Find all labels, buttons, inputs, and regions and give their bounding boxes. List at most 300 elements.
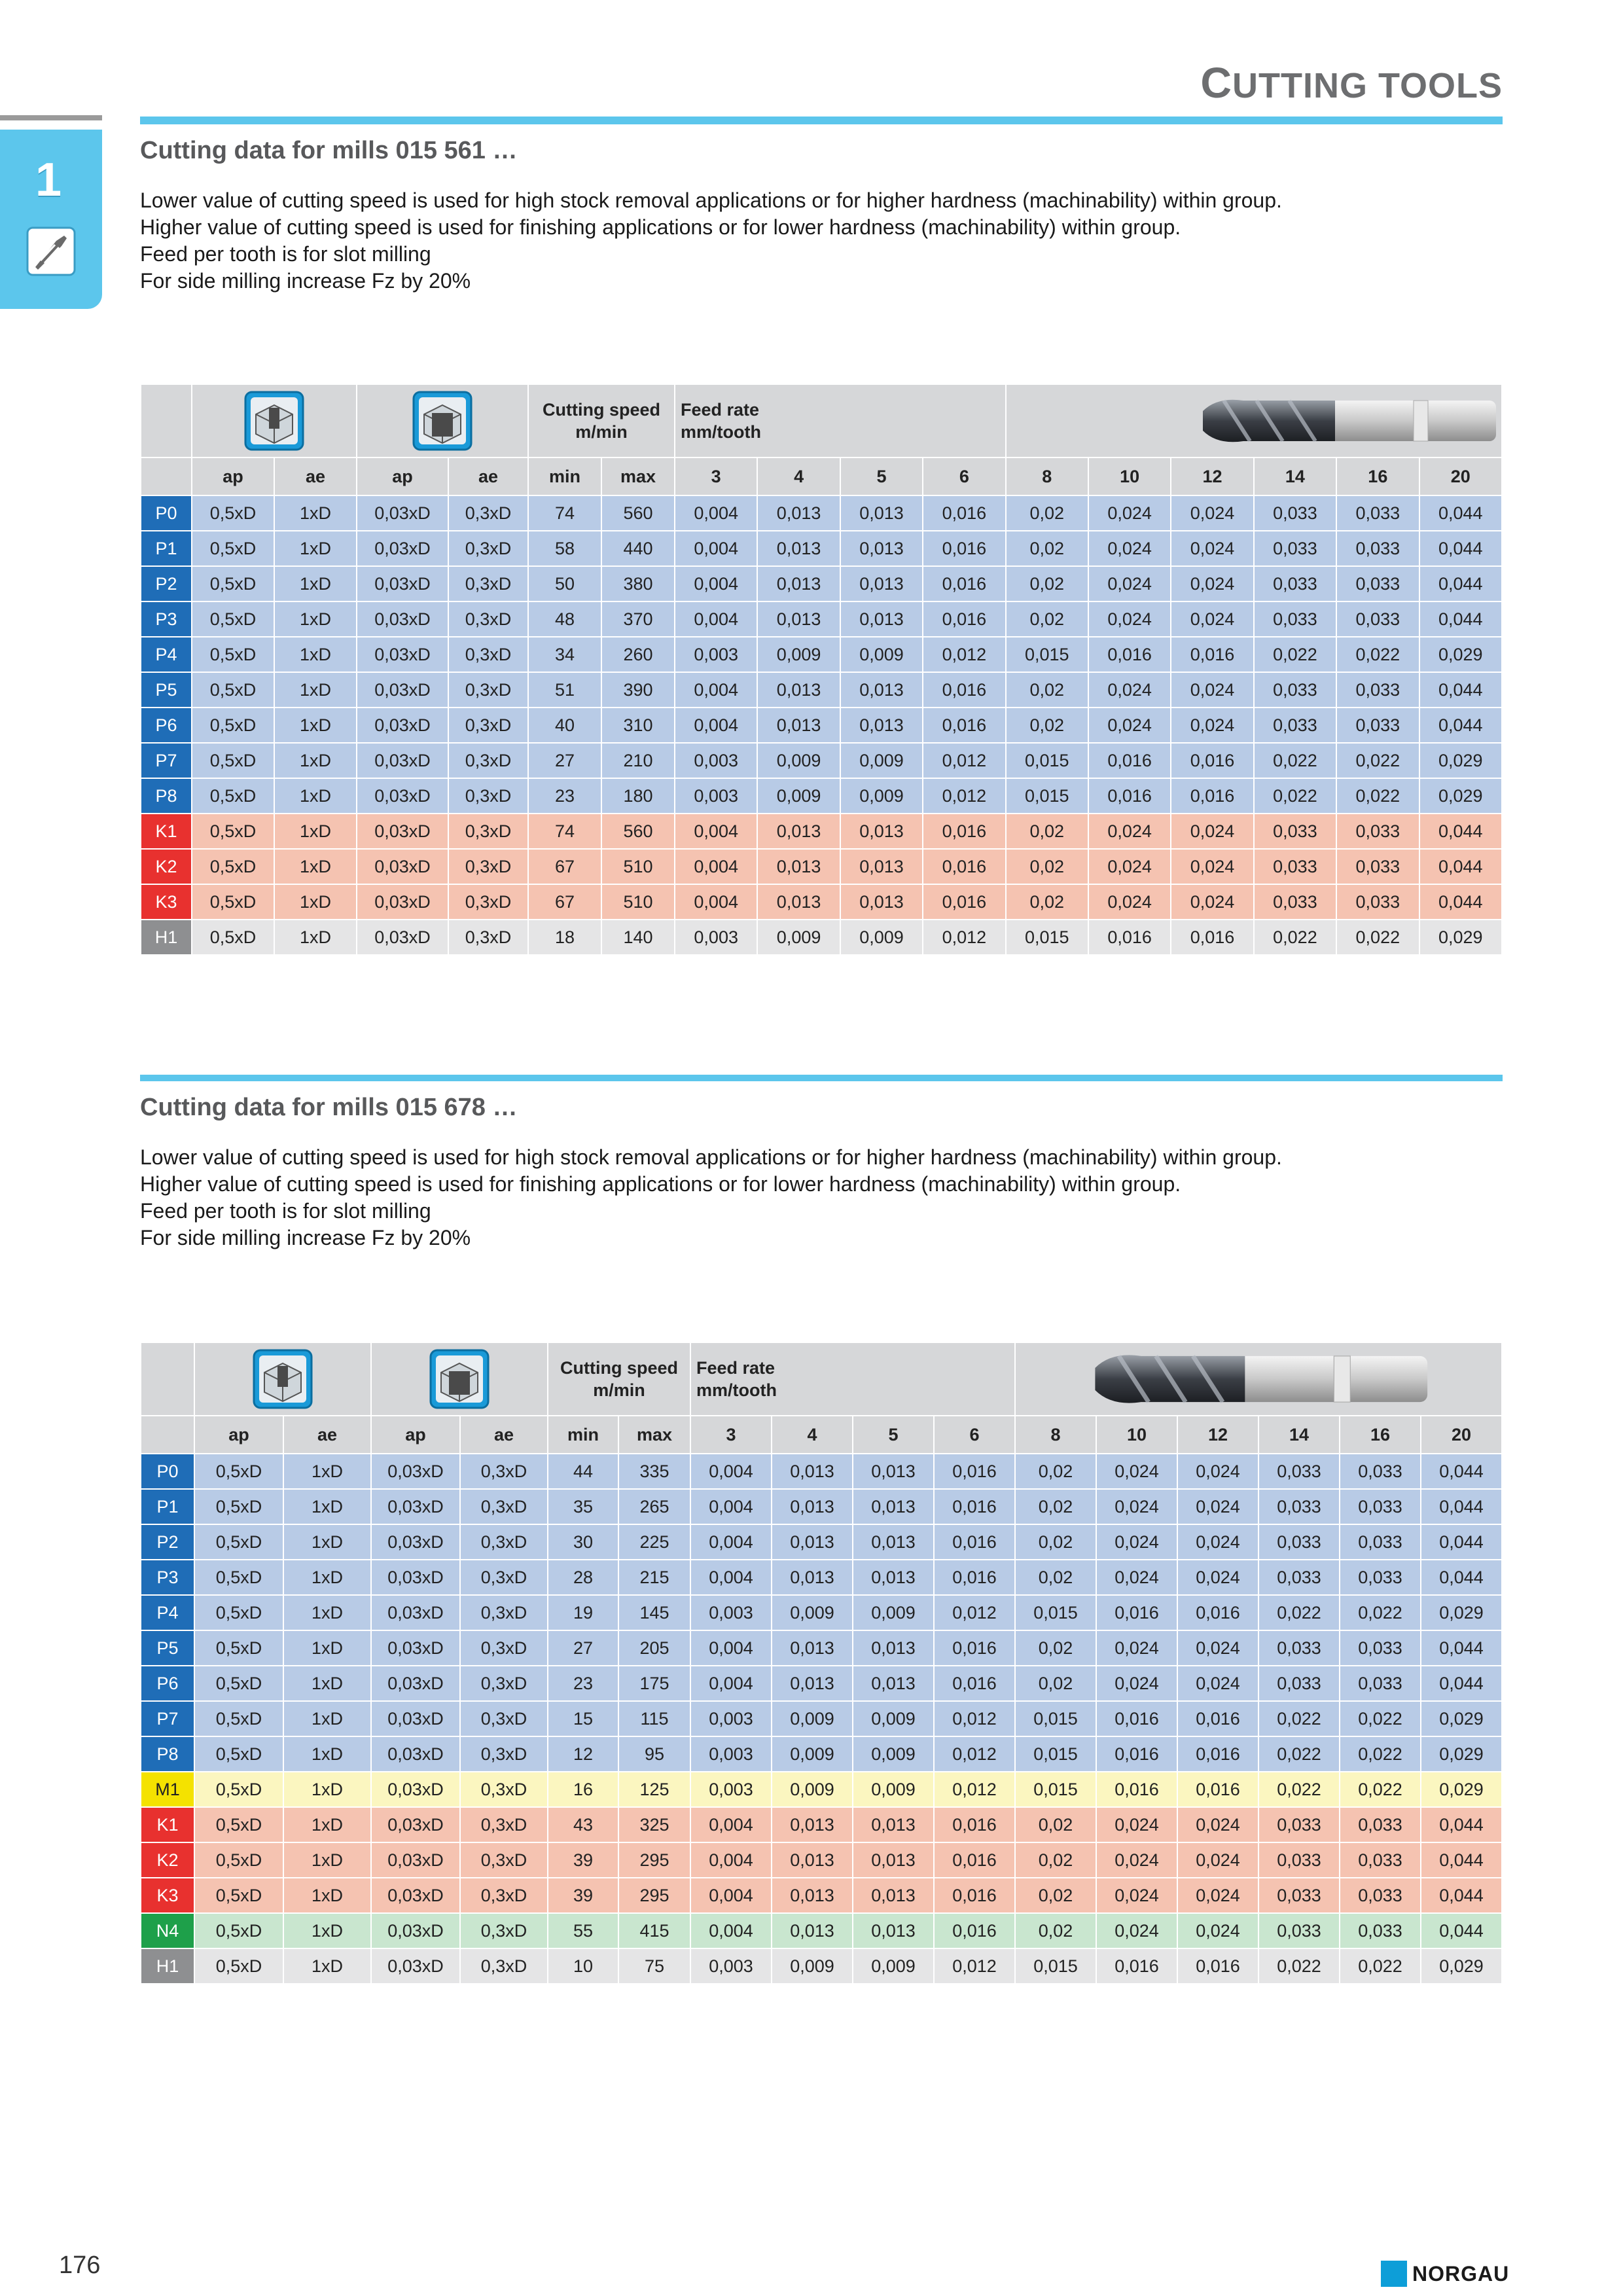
feed-cell <box>1258 1701 1340 1736</box>
feed-cell <box>690 1878 772 1913</box>
table-cell <box>283 1736 371 1772</box>
end-mill-tool-icon <box>1021 1346 1499 1412</box>
diameter-label: 16 <box>1370 1424 1391 1444</box>
value: 15 <box>573 1708 594 1729</box>
table-cell <box>448 637 528 672</box>
feed-value: 0,02 <box>1029 891 1065 912</box>
feed-value: 0,013 <box>776 503 821 523</box>
feed-cell <box>923 778 1005 814</box>
feed-value: 0,003 <box>694 785 738 806</box>
feed-value: 0,015 <box>1033 1744 1078 1764</box>
feed-cell <box>1006 566 1088 601</box>
feed-value: 0,013 <box>871 1920 916 1941</box>
feed-value: 0,013 <box>790 1532 834 1552</box>
table-cell <box>548 1701 618 1736</box>
value: 325 <box>639 1814 669 1835</box>
feed-cell <box>675 778 757 814</box>
table-cell <box>192 495 274 531</box>
value: 295 <box>639 1850 669 1870</box>
feed-value: 0,024 <box>1190 503 1235 523</box>
feed-cell <box>1336 849 1419 884</box>
value: 58 <box>554 538 575 558</box>
feed-cell <box>690 1772 772 1807</box>
feed-cell <box>1171 601 1253 637</box>
header-cell-empty <box>141 1342 194 1416</box>
feed-cell <box>1258 1454 1340 1489</box>
feed-value: 0,02 <box>1038 1885 1073 1905</box>
feed-cell <box>1015 1595 1096 1630</box>
feed-value: 0,033 <box>1355 609 1400 629</box>
feed-cell <box>934 1595 1015 1630</box>
table-cell <box>618 1948 690 1984</box>
feed-value: 0,022 <box>1355 785 1400 806</box>
value: 0,3xD <box>465 821 512 841</box>
table-cell <box>194 1595 283 1630</box>
table-cell <box>283 1701 371 1736</box>
feed-cell <box>840 884 923 920</box>
feed-value: 0,033 <box>1277 1885 1321 1905</box>
diameter-label: 12 <box>1202 466 1222 486</box>
feed-rate-unit: mm/tooth <box>696 1380 777 1400</box>
feed-cell <box>1421 1630 1502 1666</box>
diameter-header <box>1419 457 1502 495</box>
header-rule <box>140 117 1503 124</box>
value: 27 <box>573 1638 594 1658</box>
feed-cell <box>757 531 840 566</box>
table-cell <box>601 708 675 743</box>
table-cell <box>618 1666 690 1701</box>
feed-cell <box>1336 566 1419 601</box>
table-cell <box>357 743 448 778</box>
value: 510 <box>623 891 653 912</box>
table-cell <box>274 743 357 778</box>
feed-cell <box>772 1948 853 1984</box>
table-cell <box>274 920 357 955</box>
feed-cell <box>840 601 923 637</box>
feed-cell <box>1254 601 1336 637</box>
value: 1xD <box>311 1708 343 1729</box>
feed-value: 0,013 <box>776 679 821 700</box>
feed-cell <box>853 1666 934 1701</box>
feed-cell <box>1254 849 1336 884</box>
value: 1xD <box>299 573 331 594</box>
value: 0,3xD <box>465 679 512 700</box>
table-cell <box>618 1878 690 1913</box>
material-group-cell <box>141 708 192 743</box>
table-cell <box>528 495 601 531</box>
feed-cell <box>1096 1807 1177 1842</box>
feed-cell <box>1006 884 1088 920</box>
feed-value: 0,013 <box>790 1814 834 1835</box>
feed-cell <box>757 743 840 778</box>
feed-cell <box>772 1736 853 1772</box>
feed-cell <box>1336 601 1419 637</box>
feed-cell <box>1088 495 1171 531</box>
material-group-cell <box>141 566 192 601</box>
feed-cell <box>1177 1807 1258 1842</box>
table-cell <box>371 1489 460 1524</box>
feed-value: 0,016 <box>952 1496 997 1516</box>
value: 1xD <box>311 1885 343 1905</box>
brand-name: NORGAU <box>1412 2261 1510 2286</box>
feed-cell <box>840 531 923 566</box>
feed-value: 0,012 <box>952 1602 997 1623</box>
diameter-label: 3 <box>711 466 721 486</box>
feed-cell <box>1421 1489 1502 1524</box>
material-code: K2 <box>156 1850 179 1870</box>
side-milling-icon <box>429 1349 490 1409</box>
value: 0,5xD <box>209 503 257 523</box>
table-cell <box>274 601 357 637</box>
feed-rate-header <box>690 1342 1015 1416</box>
feed-value: 0,016 <box>942 503 987 523</box>
column-header <box>283 1416 371 1454</box>
table-cell <box>192 920 274 955</box>
feed-cell <box>772 1489 853 1524</box>
feed-value: 0,016 <box>1115 1744 1159 1764</box>
table-cell <box>357 814 448 849</box>
value: 0,03xD <box>387 1532 444 1552</box>
feed-cell <box>840 920 923 955</box>
feed-value: 0,016 <box>1190 785 1235 806</box>
feed-value: 0,013 <box>871 1673 916 1693</box>
feed-cell <box>690 1807 772 1842</box>
diameter-label: 12 <box>1207 1424 1228 1444</box>
value: 210 <box>623 750 653 770</box>
material-code: N4 <box>156 1920 179 1941</box>
value: 1xD <box>299 750 331 770</box>
table-cell <box>283 1595 371 1630</box>
feed-value: 0,044 <box>1439 1814 1484 1835</box>
feed-cell <box>1006 920 1088 955</box>
feed-value: 0,016 <box>952 1638 997 1658</box>
value: 335 <box>639 1461 669 1481</box>
table-cell <box>528 849 601 884</box>
feed-value: 0,024 <box>1115 1461 1159 1481</box>
feed-value: 0,024 <box>1196 1920 1240 1941</box>
table-cell <box>357 849 448 884</box>
table-cell <box>460 1701 548 1736</box>
cutting-data-table <box>140 384 1503 956</box>
chapter-topline <box>0 115 102 120</box>
value: 0,5xD <box>209 927 257 947</box>
feed-value: 0,033 <box>1355 821 1400 841</box>
feed-cell <box>772 1630 853 1666</box>
value: 1xD <box>311 1567 343 1587</box>
feed-cell <box>934 1772 1015 1807</box>
diameter-header <box>1088 457 1171 495</box>
value: 0,03xD <box>374 679 431 700</box>
table-cell <box>274 849 357 884</box>
feed-value: 0,015 <box>1033 1956 1078 1976</box>
value: 0,03xD <box>387 1850 444 1870</box>
feed-cell <box>1254 566 1336 601</box>
feed-value: 0,024 <box>1115 1638 1159 1658</box>
value: 74 <box>554 503 575 523</box>
table-cell <box>371 1666 460 1701</box>
material-group-cell <box>141 1630 194 1666</box>
feed-value: 0,033 <box>1355 891 1400 912</box>
value: 0,5xD <box>215 1814 262 1835</box>
table-cell <box>448 601 528 637</box>
value: 0,3xD <box>465 573 512 594</box>
feed-value: 0,016 <box>1196 1779 1240 1799</box>
feed-cell <box>1088 601 1171 637</box>
feed-value: 0,024 <box>1115 1850 1159 1870</box>
table-cell <box>448 531 528 566</box>
table-cell <box>601 495 675 531</box>
feed-cell <box>1096 1560 1177 1595</box>
feed-value: 0,022 <box>1355 644 1400 664</box>
value: 0,5xD <box>215 1920 262 1941</box>
slot-milling-icon <box>244 391 304 451</box>
material-code: P4 <box>155 644 177 664</box>
feed-value: 0,022 <box>1358 1744 1402 1764</box>
value: 0,5xD <box>209 856 257 876</box>
value: 1xD <box>311 1638 343 1658</box>
feed-cell <box>1015 1913 1096 1948</box>
table-cell <box>283 1842 371 1878</box>
value: 560 <box>623 503 653 523</box>
value: 0,3xD <box>465 715 512 735</box>
feed-cell <box>923 849 1005 884</box>
feed-cell <box>1177 1524 1258 1560</box>
page-header-title <box>1200 58 1503 107</box>
table-header-row <box>141 1342 1502 1416</box>
feed-cell <box>934 1489 1015 1524</box>
feed-value: 0,013 <box>790 1496 834 1516</box>
diameter-header <box>934 1416 1015 1454</box>
feed-value: 0,022 <box>1358 1779 1402 1799</box>
feed-cell <box>1340 1948 1421 1984</box>
feed-value: 0,022 <box>1273 644 1317 664</box>
feed-cell <box>1336 778 1419 814</box>
table-cell <box>460 1454 548 1489</box>
column-label: ap <box>405 1424 426 1444</box>
diameter-header <box>840 457 923 495</box>
feed-cell <box>840 743 923 778</box>
material-group-cell <box>141 495 192 531</box>
value: 0,5xD <box>209 538 257 558</box>
feed-value: 0,033 <box>1358 1496 1402 1516</box>
feed-value: 0,016 <box>942 856 987 876</box>
value: 380 <box>623 573 653 594</box>
column-header <box>371 1416 460 1454</box>
feed-cell <box>1258 1913 1340 1948</box>
feed-cell <box>1340 1595 1421 1630</box>
feed-value: 0,024 <box>1196 1532 1240 1552</box>
feed-value: 0,013 <box>871 1532 916 1552</box>
feed-value: 0,033 <box>1277 1638 1321 1658</box>
feed-value: 0,02 <box>1029 821 1065 841</box>
feed-value: 0,024 <box>1115 1532 1159 1552</box>
table-cell <box>548 1666 618 1701</box>
table-cell <box>528 637 601 672</box>
feed-cell <box>1340 1489 1421 1524</box>
feed-value: 0,022 <box>1273 785 1317 806</box>
feed-value: 0,02 <box>1029 609 1065 629</box>
table-cell <box>460 1842 548 1878</box>
feed-value: 0,013 <box>776 821 821 841</box>
feed-cell <box>1088 566 1171 601</box>
page-number: 176 <box>59 2251 101 2279</box>
value: 0,03xD <box>387 1814 444 1835</box>
table-row <box>141 495 1502 531</box>
value: 0,3xD <box>480 1461 527 1481</box>
feed-value: 0,024 <box>1107 573 1152 594</box>
material-code: P1 <box>155 538 177 558</box>
feed-cell <box>1177 1878 1258 1913</box>
diameter-label: 6 <box>959 466 969 486</box>
table-cell <box>548 1454 618 1489</box>
feed-cell <box>1015 1948 1096 1984</box>
feed-cell <box>1419 814 1502 849</box>
feed-cell <box>757 884 840 920</box>
feed-cell <box>1254 920 1336 955</box>
feed-cell <box>1258 1948 1340 1984</box>
table-cell <box>194 1666 283 1701</box>
feed-cell <box>934 1630 1015 1666</box>
feed-value: 0,029 <box>1438 644 1483 664</box>
table-cell <box>194 1736 283 1772</box>
section-2 <box>140 1088 1503 1251</box>
value: 1xD <box>311 1850 343 1870</box>
feed-value: 0,016 <box>1115 1708 1159 1729</box>
value: 75 <box>644 1956 665 1976</box>
feed-cell <box>1015 1630 1096 1666</box>
feed-value: 0,009 <box>790 1708 834 1729</box>
feed-cell <box>923 708 1005 743</box>
feed-cell <box>1336 920 1419 955</box>
feed-value: 0,015 <box>1033 1779 1078 1799</box>
table-subheader-row <box>141 1416 1502 1454</box>
value: 0,3xD <box>465 785 512 806</box>
material-group-cell <box>141 1736 194 1772</box>
feed-value: 0,013 <box>776 856 821 876</box>
feed-cell <box>1171 672 1253 708</box>
feed-value: 0,02 <box>1038 1638 1073 1658</box>
feed-value: 0,013 <box>776 538 821 558</box>
table-cell <box>357 672 448 708</box>
table-cell <box>283 1666 371 1701</box>
header-cell-empty <box>141 384 192 457</box>
table-row <box>141 1630 1502 1666</box>
feed-value: 0,024 <box>1190 573 1235 594</box>
value: 0,5xD <box>209 573 257 594</box>
feed-value: 0,044 <box>1439 1638 1484 1658</box>
feed-value: 0,024 <box>1107 538 1152 558</box>
table-cell <box>192 849 274 884</box>
table-cell <box>548 1524 618 1560</box>
feed-value: 0,016 <box>1196 1602 1240 1623</box>
table-cell <box>371 1630 460 1666</box>
table-cell <box>460 1948 548 1984</box>
feed-value: 0,033 <box>1358 1461 1402 1481</box>
feed-value: 0,015 <box>1033 1602 1078 1623</box>
diameter-header <box>853 1416 934 1454</box>
feed-value: 0,009 <box>776 750 821 770</box>
feed-cell <box>853 1595 934 1630</box>
table-cell <box>371 1454 460 1489</box>
value: 0,5xD <box>209 891 257 912</box>
feed-cell <box>1177 1560 1258 1595</box>
diameter-header <box>675 457 757 495</box>
feed-cell <box>1421 1524 1502 1560</box>
table-cell <box>357 531 448 566</box>
table-cell <box>448 672 528 708</box>
feed-value: 0,029 <box>1439 1744 1484 1764</box>
value: 0,3xD <box>480 1567 527 1587</box>
value: 39 <box>573 1885 594 1905</box>
diameter-label: 14 <box>1289 1424 1310 1444</box>
feed-value: 0,016 <box>1107 785 1152 806</box>
value: 0,03xD <box>387 1673 444 1693</box>
table-cell <box>618 1524 690 1560</box>
feed-cell <box>1421 1772 1502 1807</box>
table-cell <box>194 1560 283 1595</box>
feed-value: 0,033 <box>1273 856 1317 876</box>
feed-cell <box>923 566 1005 601</box>
slot-milling-header <box>192 384 357 457</box>
feed-cell <box>675 884 757 920</box>
feed-cell <box>853 1489 934 1524</box>
feed-value: 0,024 <box>1115 1814 1159 1835</box>
feed-cell <box>1006 672 1088 708</box>
table-cell <box>448 849 528 884</box>
feed-value: 0,044 <box>1439 1532 1484 1552</box>
column-label: min <box>567 1424 599 1444</box>
feed-cell <box>757 566 840 601</box>
table-subheader-row <box>141 457 1502 495</box>
feed-cell <box>853 1772 934 1807</box>
table-cell <box>192 637 274 672</box>
feed-rate-label: Feed rate <box>681 400 760 420</box>
value: 0,3xD <box>465 644 512 664</box>
feed-value: 0,009 <box>871 1956 916 1976</box>
table-cell <box>283 1948 371 1984</box>
column-header <box>357 457 448 495</box>
feed-cell <box>1258 1595 1340 1630</box>
table-row <box>141 1736 1502 1772</box>
feed-cell <box>1258 1842 1340 1878</box>
feed-cell <box>1258 1878 1340 1913</box>
column-label: ae <box>478 466 499 486</box>
feed-cell <box>1258 1524 1340 1560</box>
diameter-header <box>1340 1416 1421 1454</box>
diameter-header <box>1006 457 1088 495</box>
feed-value: 0,013 <box>871 1567 916 1587</box>
value: 440 <box>623 538 653 558</box>
feed-cell <box>853 1807 934 1842</box>
feed-cell <box>1254 778 1336 814</box>
feed-value: 0,033 <box>1273 715 1317 735</box>
table-cell <box>371 1595 460 1630</box>
table-cell <box>448 884 528 920</box>
feed-cell <box>1336 637 1419 672</box>
feed-cell <box>1171 778 1253 814</box>
feed-cell <box>1006 743 1088 778</box>
feed-cell <box>1171 531 1253 566</box>
table-cell <box>460 1489 548 1524</box>
table-cell <box>528 743 601 778</box>
feed-value: 0,02 <box>1029 573 1065 594</box>
feed-cell <box>1421 1807 1502 1842</box>
diameter-label: 10 <box>1120 466 1140 486</box>
value: 1xD <box>311 1673 343 1693</box>
feed-value: 0,013 <box>776 609 821 629</box>
value: 1xD <box>311 1602 343 1623</box>
feed-value: 0,022 <box>1273 927 1317 947</box>
